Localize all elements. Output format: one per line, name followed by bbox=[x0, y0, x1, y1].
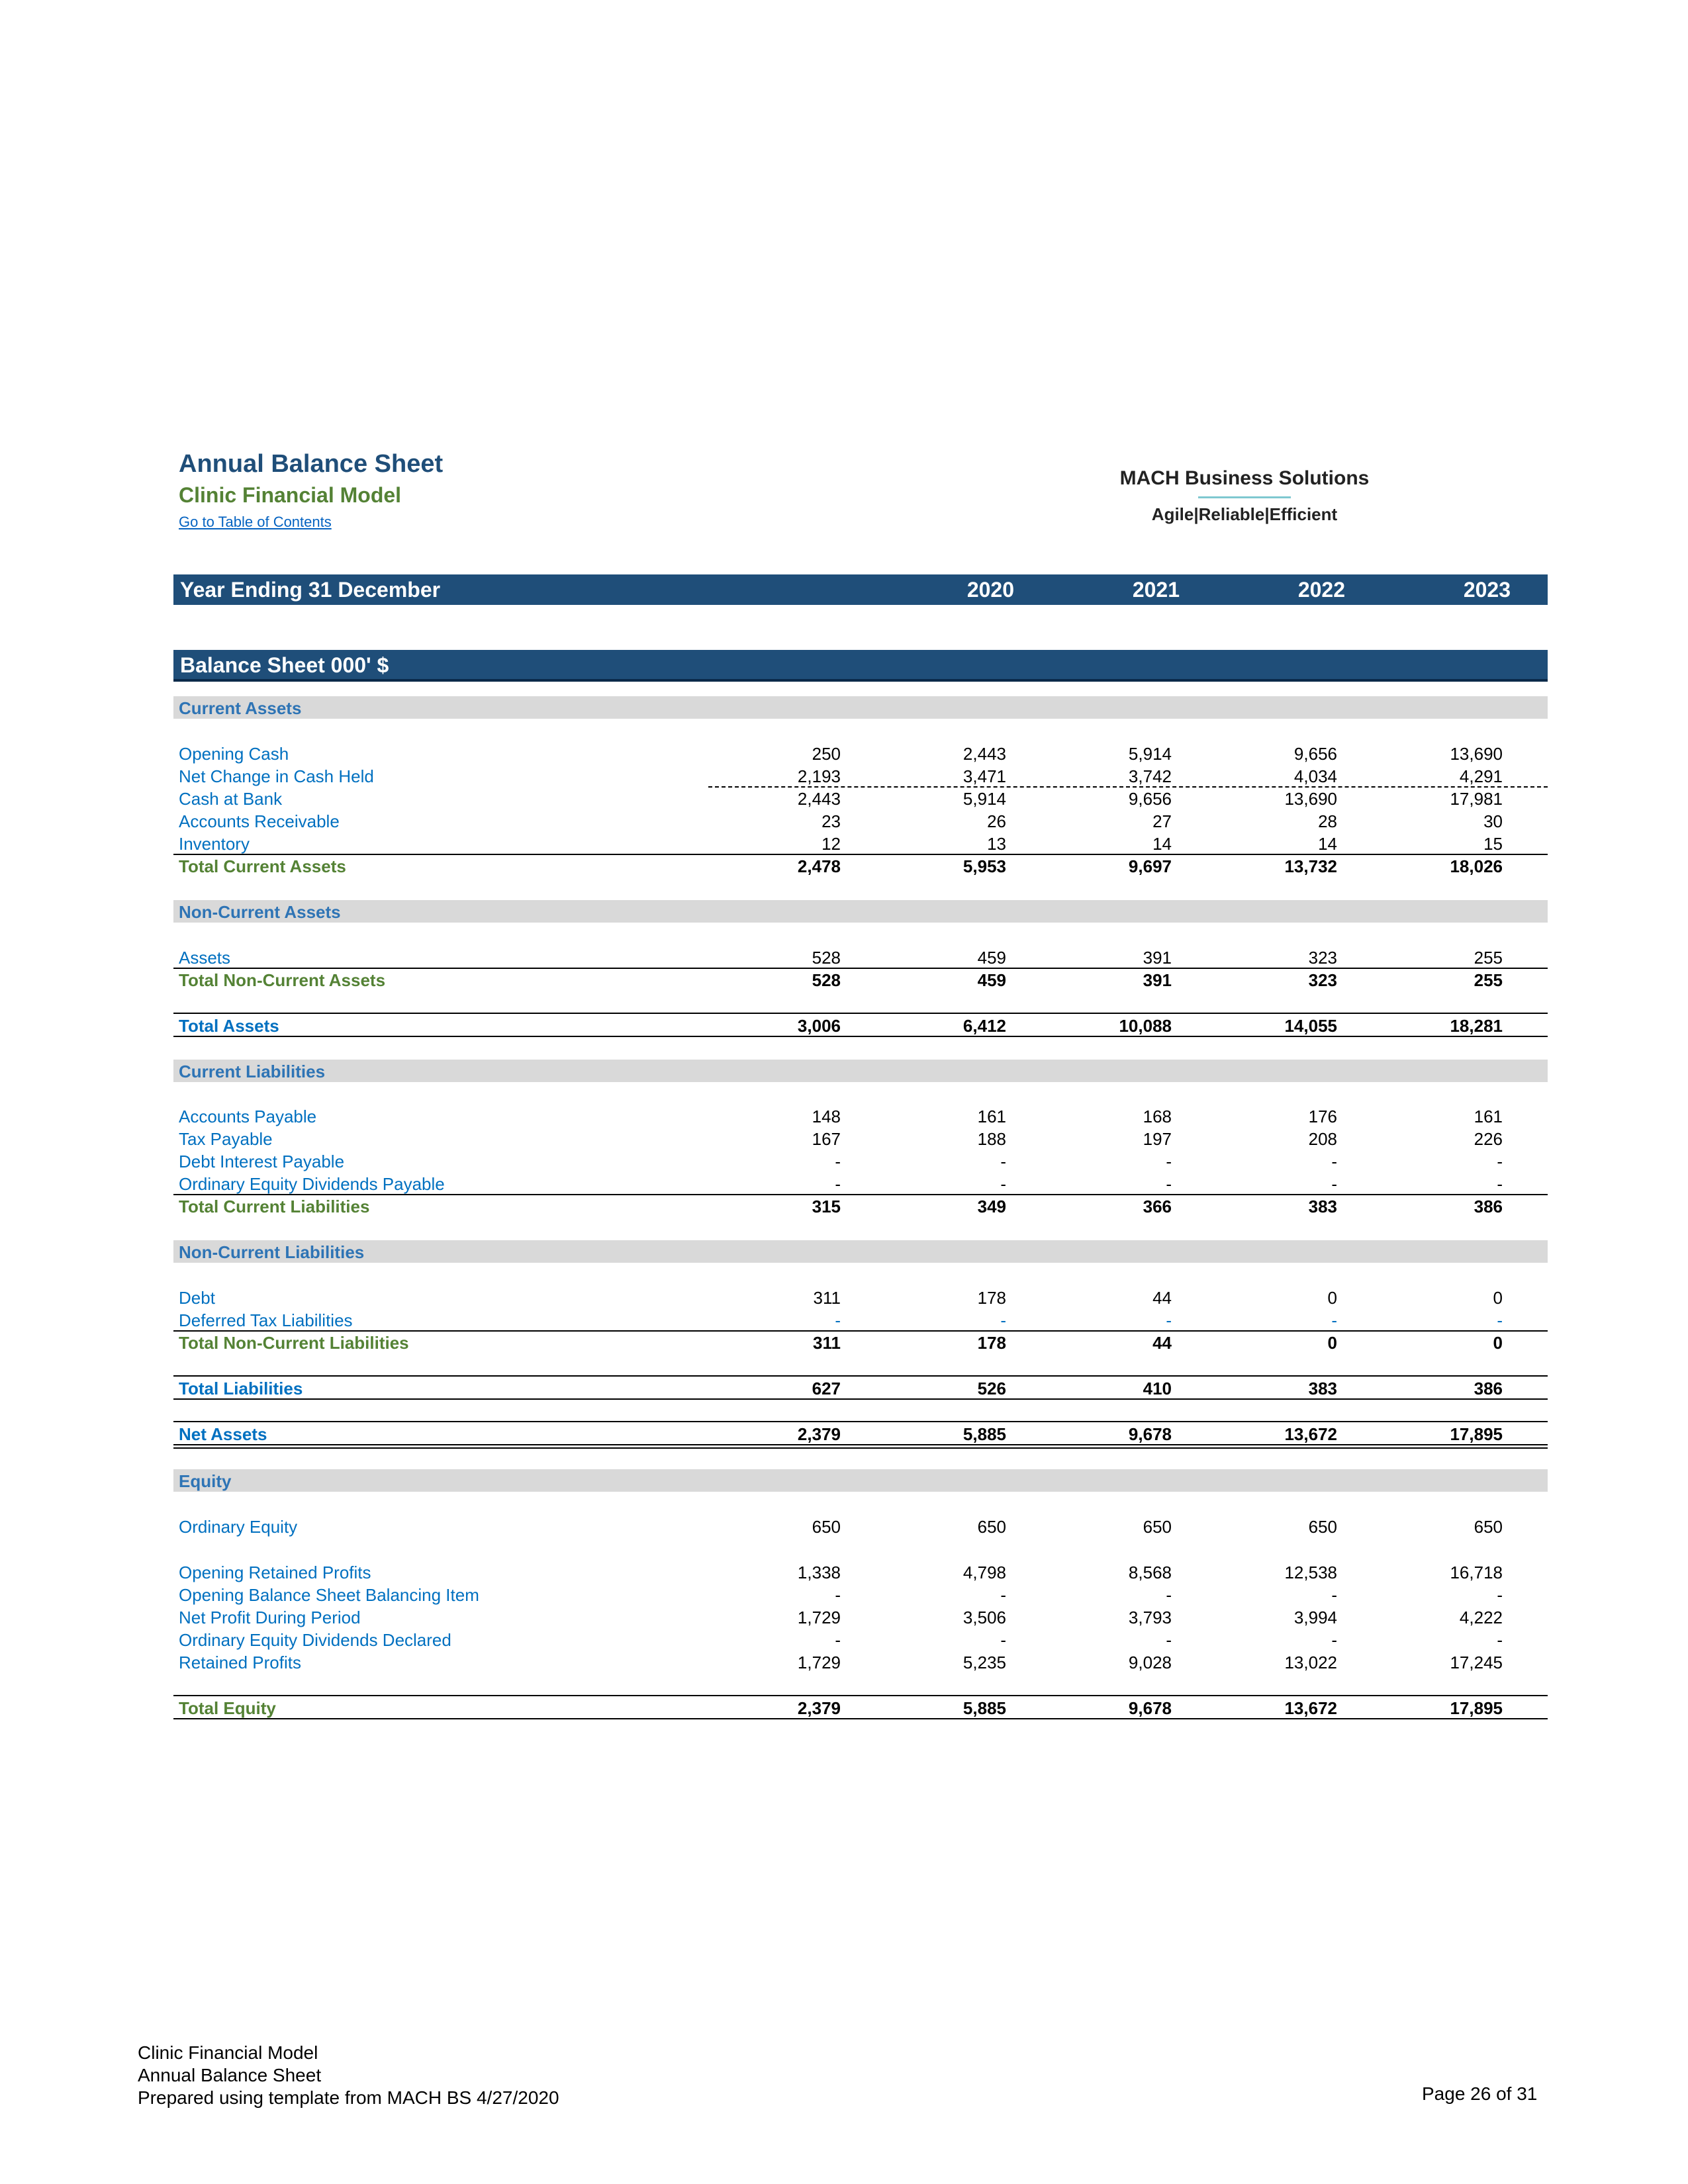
cell-2024: - bbox=[1497, 1174, 1503, 1194]
cell-2023: 323 bbox=[1308, 948, 1337, 968]
cell-2021: 459 bbox=[977, 948, 1006, 968]
cell-2023: 208 bbox=[1308, 1129, 1337, 1149]
cell-2022: - bbox=[1166, 1152, 1172, 1171]
row-total-current-assets bbox=[173, 854, 1548, 877]
cell-2021: 459 bbox=[977, 970, 1006, 990]
balance-sheet-label: Balance Sheet 000' $ bbox=[180, 653, 389, 677]
section-equity bbox=[173, 1469, 1548, 1492]
cell-2020: - bbox=[835, 1630, 841, 1650]
cell-2020: 2,443 bbox=[797, 789, 841, 809]
cell-2023: 650 bbox=[1308, 1517, 1337, 1537]
logo-name: MACH Business Solutions bbox=[1119, 467, 1370, 489]
row-total-non-current-liabilities bbox=[173, 1331, 1548, 1353]
cell-2024: 17,981 bbox=[1450, 789, 1503, 809]
row-label: Total Current Assets bbox=[179, 856, 346, 876]
section-label: Non-Current Liabilities bbox=[179, 1242, 365, 1262]
cell-2024: 30 bbox=[1483, 811, 1503, 831]
cell-2021: 2,443 bbox=[962, 744, 1006, 764]
row-label: Accounts Receivable bbox=[179, 811, 340, 831]
row-total-current-liabilities bbox=[173, 1195, 1548, 1217]
cell-2022: 366 bbox=[1143, 1197, 1172, 1216]
cell-2023: 4,034 bbox=[1293, 766, 1337, 786]
row-label: Tax Payable bbox=[179, 1129, 273, 1149]
cell-2022: 9,697 bbox=[1128, 856, 1172, 876]
cell-2021: 5,885 bbox=[962, 1698, 1006, 1718]
year-header bbox=[173, 574, 1676, 605]
toc-link[interactable]: Go to Table of Contents bbox=[179, 514, 332, 530]
row-rule bbox=[173, 1398, 1548, 1400]
section-non-current-assets bbox=[173, 900, 1548, 923]
cell-2020: 528 bbox=[812, 948, 841, 968]
row-label: Opening Cash bbox=[179, 744, 289, 764]
section-label: Equity bbox=[179, 1471, 232, 1491]
cell-2021: 178 bbox=[977, 1288, 1006, 1308]
cell-2021: 349 bbox=[977, 1197, 1006, 1216]
page-subtitle: Clinic Financial Model bbox=[179, 483, 402, 507]
row-label: Total Non-Current Assets bbox=[179, 970, 386, 990]
cell-2022: 10,088 bbox=[1119, 1016, 1172, 1036]
footer-model: Clinic Financial Model bbox=[138, 2042, 318, 2063]
cell-2023: - bbox=[1331, 1310, 1337, 1330]
cell-2024: 255 bbox=[1474, 948, 1503, 968]
row-net-change-cash bbox=[173, 764, 1548, 787]
section-label: Non-Current Assets bbox=[179, 902, 341, 922]
cell-2024: - bbox=[1497, 1585, 1503, 1605]
cell-2023: 13,690 bbox=[1284, 789, 1337, 809]
cell-2022: 391 bbox=[1143, 948, 1172, 968]
row-label: Inventory bbox=[179, 834, 250, 854]
section-label: Current Liabilities bbox=[179, 1062, 326, 1081]
cell-2021: - bbox=[1000, 1630, 1006, 1650]
row-dividends-payable bbox=[173, 1172, 1548, 1195]
cell-2020: 1,729 bbox=[797, 1608, 841, 1627]
row-rule bbox=[173, 1695, 1548, 1696]
cell-2023: 28 bbox=[1318, 811, 1337, 831]
section-current-liabilities bbox=[173, 1060, 1548, 1082]
cell-2020: 1,338 bbox=[797, 1563, 841, 1582]
footer-report: Annual Balance Sheet bbox=[138, 2065, 322, 2085]
cell-2021: 5,953 bbox=[962, 856, 1006, 876]
row-label: Deferred Tax Liabilities bbox=[179, 1310, 353, 1330]
row-cash-at-bank bbox=[173, 787, 1548, 809]
cell-2022: 44 bbox=[1152, 1333, 1172, 1353]
cell-2024: 0 bbox=[1493, 1333, 1503, 1353]
cell-2023: 14 bbox=[1318, 834, 1337, 854]
row-label: Total Equity bbox=[179, 1698, 276, 1718]
cell-2021: 13 bbox=[987, 834, 1006, 854]
cell-2023: 13,732 bbox=[1284, 856, 1337, 876]
cell-2021: - bbox=[1000, 1174, 1006, 1194]
row-label: Total Current Liabilities bbox=[179, 1197, 370, 1216]
cell-2023: - bbox=[1331, 1585, 1337, 1605]
section-non-current-liabilities bbox=[173, 1240, 1548, 1263]
row-accounts-receivable bbox=[173, 809, 1548, 832]
cell-2023: 176 bbox=[1308, 1107, 1337, 1126]
cell-2024: 4,291 bbox=[1459, 766, 1503, 786]
cell-2022: 391 bbox=[1143, 970, 1172, 990]
cell-2022: 3,742 bbox=[1128, 766, 1172, 786]
cell-2024: 161 bbox=[1474, 1107, 1503, 1126]
row-assets bbox=[173, 946, 1548, 968]
row-label: Debt Interest Payable bbox=[179, 1152, 345, 1171]
row-label: Net Change in Cash Held bbox=[179, 766, 374, 786]
cell-2023: 13,672 bbox=[1284, 1424, 1337, 1444]
page-title: Annual Balance Sheet bbox=[179, 450, 444, 478]
cell-2023: 323 bbox=[1308, 970, 1337, 990]
year-2023: 2023 bbox=[1463, 578, 1511, 602]
cell-2024: 386 bbox=[1474, 1379, 1503, 1398]
cell-2022: 3,793 bbox=[1128, 1608, 1172, 1627]
cell-2022: 9,028 bbox=[1128, 1653, 1172, 1672]
cell-2021: 650 bbox=[977, 1517, 1006, 1537]
cell-2020: 2,193 bbox=[797, 766, 841, 786]
cell-2021: 4,798 bbox=[962, 1563, 1006, 1582]
year-2021: 2021 bbox=[1132, 578, 1180, 602]
cell-2023: 0 bbox=[1327, 1288, 1337, 1308]
cell-2021: 161 bbox=[977, 1107, 1006, 1126]
row-net-profit bbox=[173, 1606, 1548, 1628]
year-2022: 2022 bbox=[1297, 578, 1345, 602]
row-deferred-tax bbox=[173, 1308, 1548, 1331]
cell-2020: 250 bbox=[812, 744, 841, 764]
cell-2020: 12 bbox=[821, 834, 841, 854]
row-opening-bs-balancing bbox=[173, 1583, 1548, 1606]
row-opening-retained bbox=[173, 1561, 1548, 1583]
cell-2024: - bbox=[1497, 1310, 1503, 1330]
cell-2024: 226 bbox=[1474, 1129, 1503, 1149]
cell-2020: 2,478 bbox=[797, 856, 841, 876]
cell-2024: 4,222 bbox=[1459, 1608, 1503, 1627]
row-rule bbox=[173, 1718, 1548, 1719]
cell-2021: 526 bbox=[977, 1379, 1006, 1398]
cell-2020: 528 bbox=[812, 970, 841, 990]
row-label: Total Assets bbox=[179, 1016, 279, 1036]
cell-2022: - bbox=[1166, 1585, 1172, 1605]
cell-2023: - bbox=[1331, 1630, 1337, 1650]
row-retained-profits bbox=[173, 1651, 1548, 1673]
cell-2023: 383 bbox=[1308, 1197, 1337, 1216]
row-label: Accounts Payable bbox=[179, 1107, 317, 1126]
cell-2020: 650 bbox=[812, 1517, 841, 1537]
cell-2020: 627 bbox=[812, 1379, 841, 1398]
cell-2021: 5,914 bbox=[962, 789, 1006, 809]
cell-2020: 2,379 bbox=[797, 1698, 841, 1718]
row-label: Net Assets bbox=[179, 1424, 267, 1444]
row-label: Total Non-Current Liabilities bbox=[179, 1333, 409, 1353]
row-tax-payable bbox=[173, 1127, 1548, 1150]
cell-2022: - bbox=[1166, 1174, 1172, 1194]
year-2024: 2024 bbox=[1628, 578, 1676, 602]
cell-2024: 18,026 bbox=[1450, 856, 1503, 876]
cell-2022: 9,678 bbox=[1128, 1698, 1172, 1718]
row-label: Net Profit During Period bbox=[179, 1608, 361, 1627]
row-net-assets bbox=[173, 1422, 1548, 1445]
cell-2020: 2,379 bbox=[797, 1424, 841, 1444]
cell-2023: 13,672 bbox=[1284, 1698, 1337, 1718]
row-total-non-current-assets bbox=[173, 968, 1548, 991]
cell-2022: 27 bbox=[1152, 811, 1172, 831]
cell-2022: 197 bbox=[1143, 1129, 1172, 1149]
row-dividends-declared bbox=[173, 1628, 1548, 1651]
cell-2022: 14 bbox=[1152, 834, 1172, 854]
page-number: Page 26 of 31 bbox=[1422, 2083, 1538, 2104]
row-total-equity bbox=[173, 1696, 1548, 1719]
row-label: Ordinary Equity Dividends Payable bbox=[179, 1174, 445, 1194]
footer-prepared: Prepared using template from MACH BS 4/27/2020 bbox=[138, 2087, 559, 2108]
cell-2023: 0 bbox=[1327, 1333, 1337, 1353]
cell-2021: 3,506 bbox=[962, 1608, 1006, 1627]
cell-2023: - bbox=[1331, 1174, 1337, 1194]
company-logo bbox=[1099, 463, 1390, 536]
logo-tagline: Agile|Reliable|Efficient bbox=[1151, 504, 1338, 524]
cell-2023: 12,538 bbox=[1284, 1563, 1337, 1582]
cell-2022: 9,656 bbox=[1128, 789, 1172, 809]
cell-2024: 16,718 bbox=[1450, 1563, 1503, 1582]
cell-2020: - bbox=[835, 1310, 841, 1330]
cell-2020: - bbox=[835, 1585, 841, 1605]
cell-2021: - bbox=[1000, 1152, 1006, 1171]
cell-2024: 17,245 bbox=[1450, 1653, 1503, 1672]
row-label: Assets bbox=[179, 948, 231, 968]
cell-2021: 26 bbox=[987, 811, 1006, 831]
cell-2020: 148 bbox=[812, 1107, 841, 1126]
cell-2022: 9,678 bbox=[1128, 1424, 1172, 1444]
cell-2024: 650 bbox=[1474, 1517, 1503, 1537]
row-rule bbox=[173, 1036, 1548, 1037]
row-label: Opening Balance Sheet Balancing Item bbox=[179, 1585, 479, 1605]
cell-2021: 178 bbox=[977, 1333, 1006, 1353]
cell-2022: 410 bbox=[1143, 1379, 1172, 1398]
section-label: Current Assets bbox=[179, 698, 302, 718]
row-label: Debt bbox=[179, 1288, 215, 1308]
cell-2024: 18,281 bbox=[1450, 1016, 1503, 1036]
cell-2022: 44 bbox=[1152, 1288, 1172, 1308]
cell-2020: - bbox=[835, 1174, 841, 1194]
cell-2020: 3,006 bbox=[797, 1016, 841, 1036]
cell-2020: 1,729 bbox=[797, 1653, 841, 1672]
cell-2024: - bbox=[1497, 1630, 1503, 1650]
row-label: Ordinary Equity Dividends Declared bbox=[179, 1630, 451, 1650]
row-label: Total Liabilities bbox=[179, 1379, 303, 1398]
cell-2024: 15 bbox=[1483, 834, 1503, 854]
cell-2024: 17,895 bbox=[1450, 1698, 1503, 1718]
row-rule bbox=[173, 1013, 1548, 1014]
cell-2020: 315 bbox=[812, 1197, 841, 1216]
row-total-assets bbox=[173, 1014, 1548, 1036]
cell-2020: 311 bbox=[813, 1288, 841, 1308]
cell-2021: 188 bbox=[977, 1129, 1006, 1149]
cell-2023: - bbox=[1331, 1152, 1337, 1171]
cell-2022: 5,914 bbox=[1128, 744, 1172, 764]
row-total-liabilities bbox=[173, 1377, 1548, 1399]
cell-2020: 23 bbox=[821, 811, 841, 831]
cell-2022: 650 bbox=[1143, 1517, 1172, 1537]
cell-2024: 17,895 bbox=[1450, 1424, 1503, 1444]
row-label: Cash at Bank bbox=[179, 789, 283, 809]
year-2020: 2020 bbox=[966, 578, 1014, 602]
cell-2024: 255 bbox=[1474, 970, 1503, 990]
cell-2022: 8,568 bbox=[1128, 1563, 1172, 1582]
cell-2024: 386 bbox=[1474, 1197, 1503, 1216]
cell-2021: 5,235 bbox=[962, 1653, 1006, 1672]
row-label: Ordinary Equity bbox=[179, 1517, 298, 1537]
row-rule bbox=[173, 1421, 1548, 1422]
cell-2024: 13,690 bbox=[1450, 744, 1503, 764]
cell-2020: 311 bbox=[813, 1333, 841, 1353]
cell-2023: 13,022 bbox=[1284, 1653, 1337, 1672]
cell-2021: - bbox=[1000, 1585, 1006, 1605]
row-debt-interest-payable bbox=[173, 1150, 1548, 1172]
cell-2022: - bbox=[1166, 1310, 1172, 1330]
cell-2023: 3,994 bbox=[1293, 1608, 1337, 1627]
row-debt bbox=[173, 1286, 1548, 1308]
logo-divider bbox=[1198, 496, 1291, 498]
cell-2020: 167 bbox=[812, 1129, 841, 1149]
row-label: Opening Retained Profits bbox=[179, 1563, 371, 1582]
cell-2021: 6,412 bbox=[962, 1016, 1006, 1036]
balance-sheet-header bbox=[173, 650, 1548, 682]
cell-2023: 14,055 bbox=[1284, 1016, 1337, 1036]
cell-2022: - bbox=[1166, 1630, 1172, 1650]
row-ordinary-equity bbox=[173, 1515, 1548, 1537]
row-rule bbox=[173, 1444, 1548, 1445]
row-label: Retained Profits bbox=[179, 1653, 301, 1672]
cell-2021: - bbox=[1000, 1310, 1006, 1330]
section-current-assets bbox=[173, 696, 1548, 719]
cell-2022: 168 bbox=[1143, 1107, 1172, 1126]
cell-2023: 383 bbox=[1308, 1379, 1337, 1398]
cell-2021: 3,471 bbox=[962, 766, 1006, 786]
cell-2021: 5,885 bbox=[962, 1424, 1006, 1444]
row-rule bbox=[173, 1447, 1548, 1449]
cell-2020: - bbox=[835, 1152, 841, 1171]
period-label: Year Ending 31 December bbox=[180, 578, 441, 602]
row-inventory bbox=[173, 832, 1548, 854]
row-opening-cash bbox=[173, 742, 1548, 764]
cell-2024: - bbox=[1497, 1152, 1503, 1171]
row-rule bbox=[173, 1375, 1548, 1377]
row-accounts-payable bbox=[173, 1105, 1548, 1127]
cell-2023: 9,656 bbox=[1293, 744, 1337, 764]
cell-2024: 0 bbox=[1493, 1288, 1503, 1308]
